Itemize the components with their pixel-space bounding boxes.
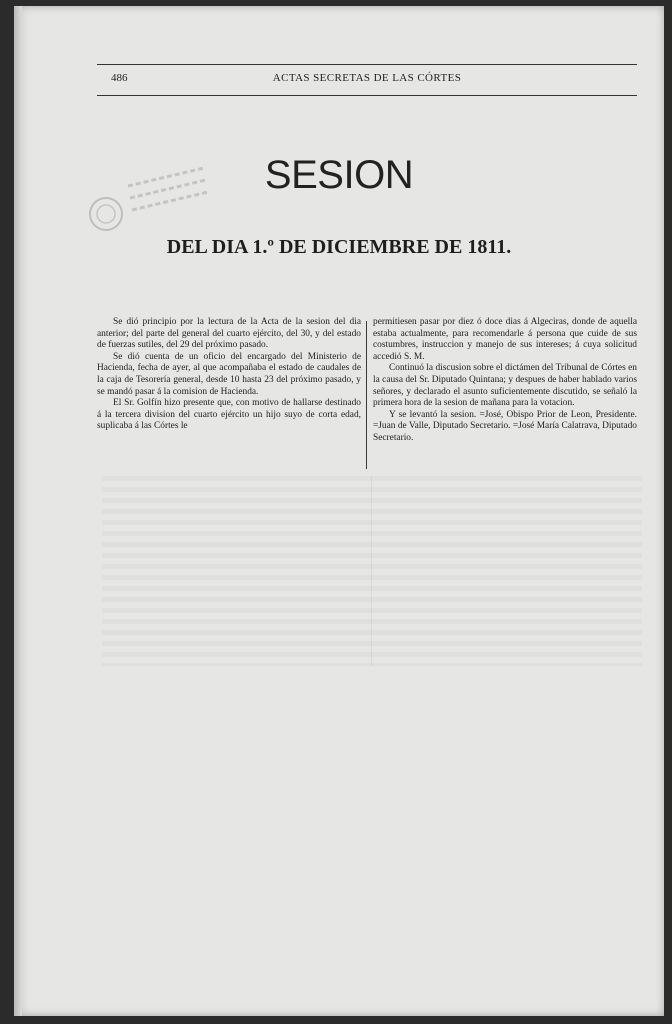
paragraph: El Sr. Golfín hizo presente que, con motivo de hallarse destinado á la tercera division del cuarto ejército un hijo suyo de corta edad, suplicaba á las Córtes le — [97, 398, 361, 432]
paragraph: permitiesen pasar por diez ó doce dias á Algeciras, donde de aquella estaba actualmente, para recomendarle á persona que cuide de sus costumbres, instruccion y manejo de sus intereses; á cuya solicitud accedió S. M. — [373, 317, 637, 362]
session-date: DEL DIA 1.º DE DICIEMBRE DE 1811. — [166, 236, 512, 258]
left-column — [97, 317, 361, 433]
session-title: SESION — [264, 153, 414, 197]
paragraph: Se dió cuenta de un oficio del encargado del Ministerio de Hacienda, fecha de ayer, al que acompañaba el estado de caudales de la caja de Tesorería general, desde 10 hasta 23 del próximo pasado, y se mandó pasar á la comision de Hacienda. — [97, 351, 361, 397]
column-divider — [366, 321, 367, 469]
paragraph: Continuó la discusion sobre el dictámen del Tribunal de Córtes en la causa del Sr. Diputado Quintana; y despues de haber hablado varios señores, y declarado el asunto suficientemente discutido, se señaló la primera hora de la sesion de mañana para la votacion. — [373, 363, 637, 409]
bleed-through-divider — [371, 476, 372, 666]
running-header — [97, 64, 637, 96]
running-header-title: ACTAS SECRETAS DE LAS CÓRTES — [272, 72, 462, 84]
text-columns — [97, 317, 637, 477]
page-number: 486 — [111, 72, 128, 84]
bleed-through-text — [102, 476, 642, 666]
paragraph: Y se levantó la sesion. =José, Obispo Prior de Leon, Presidente. =Juan de Valle, Diputado Secretario. =José María Calatrava, Diputado Secretario. — [373, 409, 637, 443]
right-column — [373, 317, 637, 445]
document-page — [14, 6, 664, 1016]
paragraph: Se dió principio por la lectura de la Acta de la sesion del dia anterior; del parte del general del cuarto ejército, del 30, y del estado de fuerzas sutiles, del 29 del próximo pasado. — [97, 317, 361, 351]
